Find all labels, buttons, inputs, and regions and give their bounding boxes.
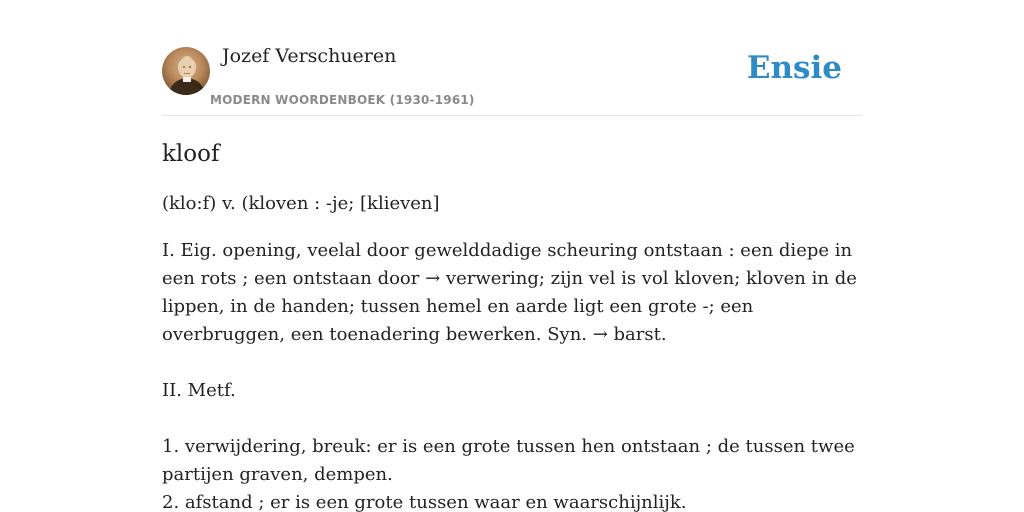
entry-pronunciation: (klo:f) v. (kloven : -je; [klieven]	[162, 193, 440, 214]
definition-sense-2-heading: II. Metf.	[162, 380, 236, 401]
portrait-icon	[162, 47, 210, 95]
author-name-link[interactable]: Jozef Verschueren	[222, 45, 397, 67]
entry-definition	[162, 237, 862, 512]
entry-content	[162, 136, 862, 512]
definition-sense-2-item-2: 2. afstand ; er is een grote tussen waar en waarschijnlijk.	[162, 492, 687, 512]
definition-sense-2-item-1: 1. verwijdering, breuk: er is een grote tussen hen ontstaan ; de tussen twee partijen graven, dempen.	[162, 436, 855, 485]
paragraph-gap	[162, 405, 862, 433]
brand-logo-link[interactable]: Ensie	[746, 50, 842, 86]
source-label: MODERN WOORDENBOEK (1930-1961)	[210, 93, 475, 107]
definition-sense-1: I. Eig. opening, veelal door gewelddadige scheuring ontstaan : een diepe in een rots ; een ontstaan door → verwering; zijn vel is vol kloven; kloven in de lippen, in de handen; tussen hemel en aarde ligt een grote -; een overbruggen, een toenadering bewerken. Syn. → barst.	[162, 240, 857, 345]
author-avatar[interactable]	[162, 47, 210, 95]
page-header	[162, 0, 862, 116]
paragraph-gap	[162, 349, 862, 377]
entry-term: kloof	[162, 141, 220, 167]
